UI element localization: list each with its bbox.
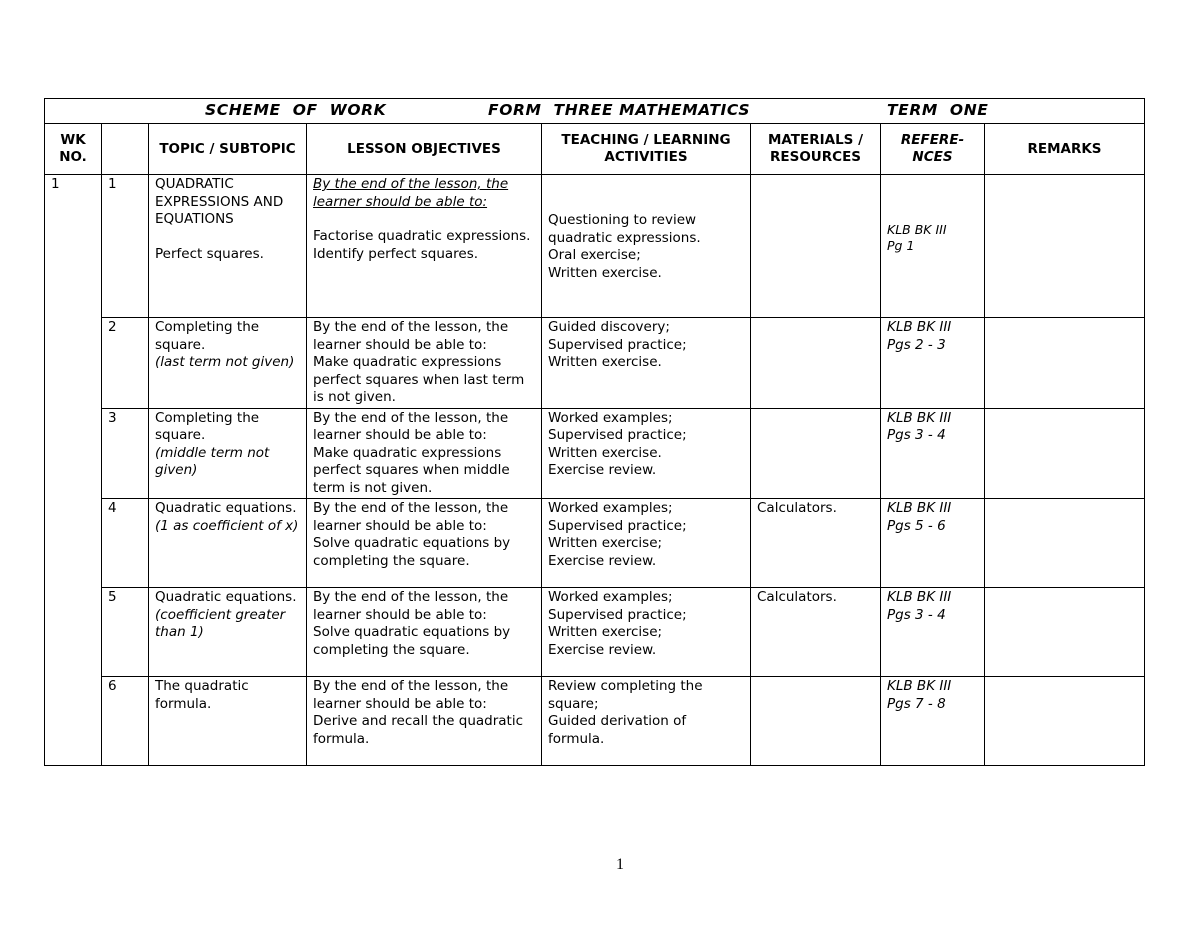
activities-cell: Worked examples; Supervised practice; Written exercise. Exercise review. (542, 408, 751, 499)
activities-cell: Worked examples; Supervised practice; Written exercise; Exercise review. (542, 499, 751, 588)
title-form: FORM THREE MATHEMATICS (488, 101, 751, 119)
table-row (45, 677, 1145, 766)
activities-cell (542, 175, 751, 318)
title-term: TERM ONE (887, 101, 989, 119)
objective-text: Solve quadratic equations by completing the square. (313, 535, 511, 569)
objectives-cell (307, 408, 542, 499)
lesson-number: 1 (102, 175, 149, 318)
objective-text: Derive and recall the quadratic formula. (313, 713, 524, 747)
activities-cell: Review completing the square; Guided derivation of formula. (542, 677, 751, 766)
table-row (45, 175, 1145, 318)
references-cell: KLB BK III Pgs 3 - 4 (881, 408, 985, 499)
lesson-number: 3 (102, 408, 149, 499)
lesson-number: 2 (102, 318, 149, 409)
lesson-number: 6 (102, 677, 149, 766)
topic-text: Completing the square. (155, 409, 260, 443)
subtopic-text: Perfect squares. (155, 245, 264, 262)
references-cell: KLB BK III Pgs 2 - 3 (881, 318, 985, 409)
week-number: 1 (45, 175, 102, 766)
topic-text: The quadratic formula. (155, 678, 249, 712)
references-text: KLB BK III Pg 1 (887, 222, 947, 253)
topic-text: Quadratic equations. (155, 589, 297, 605)
table-row (45, 318, 1145, 409)
header-objectives: LESSON OBJECTIVES (307, 124, 542, 175)
remarks-cell (985, 408, 1145, 499)
objective-intro: By the end of the lesson, the learner should be able to: (313, 589, 509, 623)
activities-cell: Worked examples; Supervised practice; Written exercise; Exercise review. (542, 588, 751, 677)
document-title (45, 99, 1145, 124)
subtopic-text: (middle term not given) (155, 444, 270, 478)
materials-cell: Calculators. (751, 499, 881, 588)
remarks-cell (985, 175, 1145, 318)
header-row (45, 124, 1145, 175)
topic-text: Quadratic equations. (155, 500, 297, 516)
objective-intro: By the end of the lesson, the learner should be able to: (313, 678, 509, 712)
topic-text: Completing the square. (155, 319, 260, 353)
objectives-cell (307, 499, 542, 588)
objectives-cell (307, 175, 542, 318)
remarks-cell (985, 499, 1145, 588)
lesson-number: 4 (102, 499, 149, 588)
objective-text: Solve quadratic equations by completing the square. (313, 624, 511, 658)
page-number: 1 (616, 856, 624, 873)
header-week: WK NO. (45, 124, 102, 175)
materials-cell (751, 318, 881, 409)
subtopic-text: (coefficient greater than 1) (155, 606, 286, 640)
references-cell: KLB BK III Pgs 5 - 6 (881, 499, 985, 588)
materials-cell (751, 677, 881, 766)
objectives-cell (307, 318, 542, 409)
remarks-cell (985, 677, 1145, 766)
materials-cell (751, 175, 881, 318)
subtopic-text: (1 as coefficient of x) (155, 517, 299, 534)
header-remarks: REMARKS (985, 124, 1145, 175)
remarks-cell (985, 318, 1145, 409)
subtopic-text: (last term not given) (155, 354, 295, 370)
table-row (45, 408, 1145, 499)
title-scheme: SCHEME OF WORK (205, 101, 387, 119)
materials-cell: Calculators. (751, 588, 881, 677)
objectives-cell (307, 588, 542, 677)
topic-cell (149, 677, 307, 766)
header-references: REFERE-NCES (881, 124, 985, 175)
objective-intro: By the end of the lesson, the learner should be able to: (313, 176, 509, 210)
objective-text: Make quadratic expressions perfect squares when middle term is not given. (313, 444, 510, 496)
header-materials: MATERIALS / RESOURCES (751, 124, 881, 175)
objective-intro: By the end of the lesson, the learner should be able to: (313, 500, 509, 534)
lesson-number: 5 (102, 588, 149, 677)
references-cell: KLB BK III Pgs 3 - 4 (881, 588, 985, 677)
scheme-of-work-table (44, 98, 1145, 766)
remarks-cell (985, 588, 1145, 677)
header-topic: TOPIC / SUBTOPIC (149, 124, 307, 175)
topic-text: QUADRATIC EXPRESSIONS AND EQUATIONS (155, 176, 284, 227)
objective-text: Factorise quadratic expressions. Identify perfect squares. (313, 228, 531, 262)
objectives-cell (307, 677, 542, 766)
title-row (45, 99, 1145, 124)
header-lesson (102, 124, 149, 175)
topic-cell (149, 588, 307, 677)
references-cell (881, 175, 985, 318)
activities-text: Questioning to review quadratic expressions. Oral exercise; Written exercise. (548, 212, 701, 281)
topic-cell (149, 499, 307, 588)
table-row (45, 588, 1145, 677)
topic-cell (149, 408, 307, 499)
topic-cell (149, 318, 307, 409)
references-cell: KLB BK III Pgs 7 - 8 (881, 677, 985, 766)
objective-intro: By the end of the lesson, the learner should be able to: (313, 409, 509, 443)
objective-intro: By the end of the lesson, the learner should be able to: (313, 319, 509, 353)
objective-text: Make quadratic expressions perfect squares when last term is not given. (313, 354, 525, 405)
materials-cell (751, 408, 881, 499)
activities-cell: Guided discovery; Supervised practice; Written exercise. (542, 318, 751, 409)
header-activities: TEACHING / LEARNING ACTIVITIES (542, 124, 751, 175)
table-row (45, 499, 1145, 588)
topic-cell (149, 175, 307, 318)
